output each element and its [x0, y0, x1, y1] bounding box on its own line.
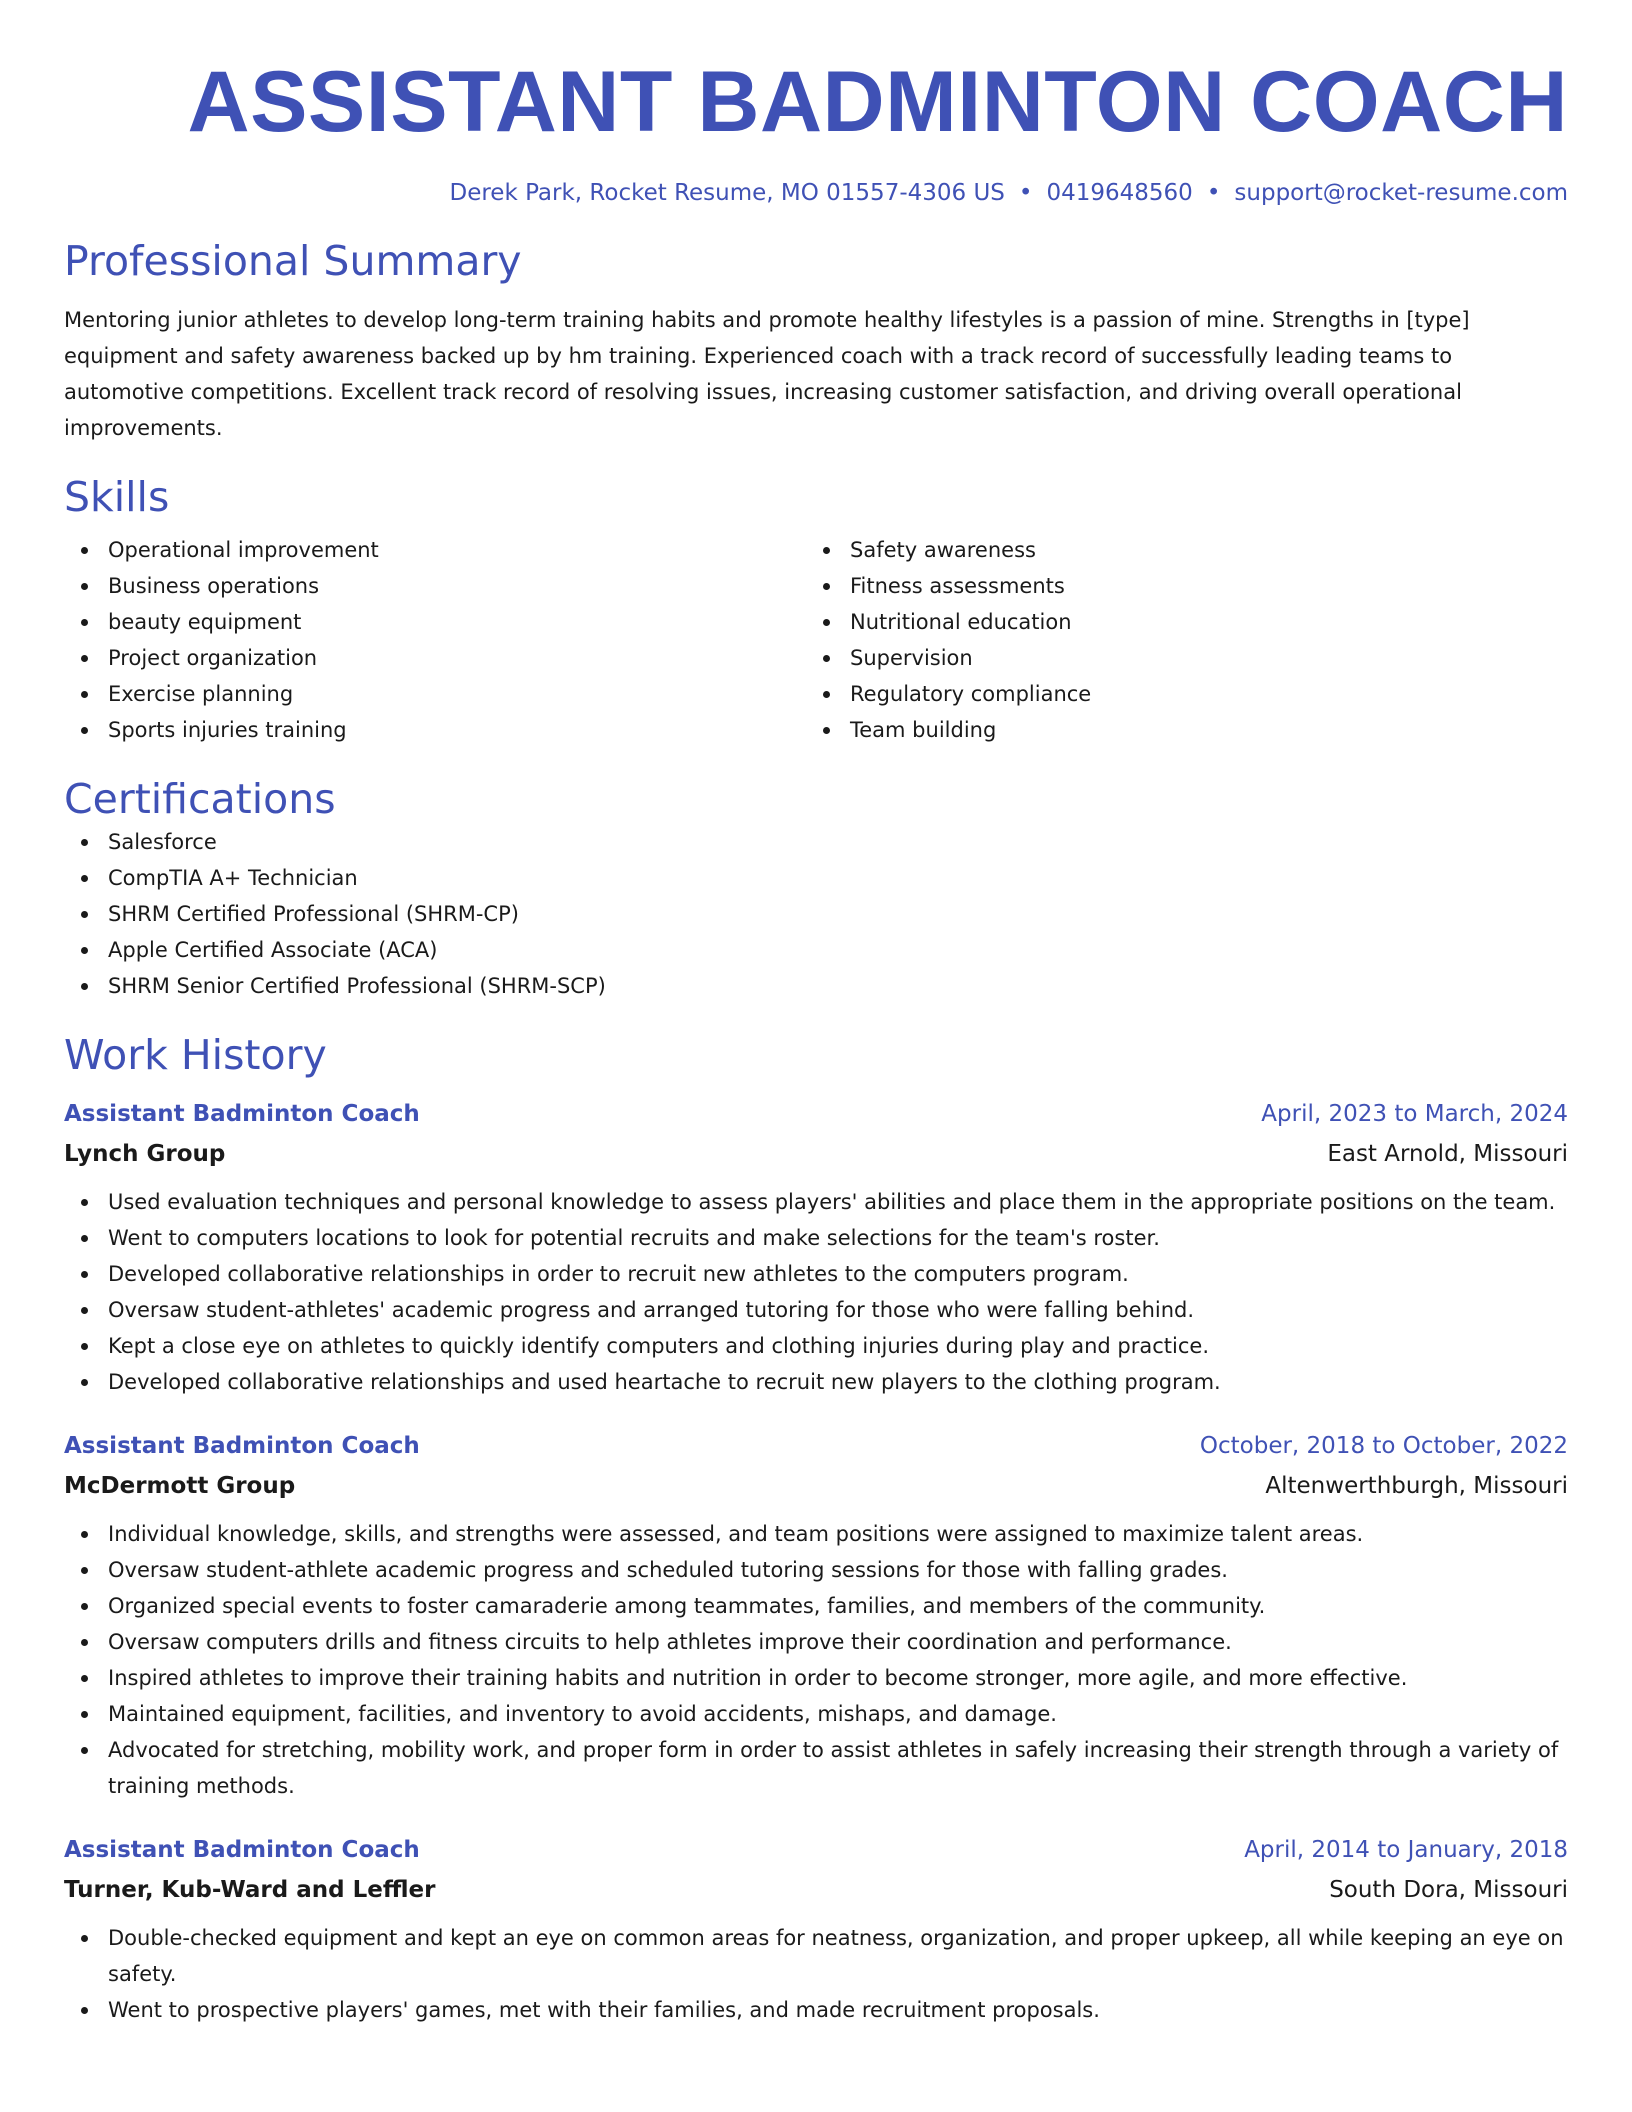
- job-position: Assistant Badminton Coach: [64, 1837, 420, 1863]
- job-header-row: [64, 1830, 1568, 1870]
- skill-item: Fitness assessments: [806, 568, 1548, 604]
- job-company-row: [64, 1134, 1568, 1174]
- job-duty-item: Double-checked equipment and kept an eye on common areas for neatness, organization, and proper upkeep, all while keeping an eye on safety.: [64, 1920, 1568, 1992]
- certification-item: CompTIA A+ Technician: [64, 860, 1568, 896]
- job-duty-item: Inspired athletes to improve their training habits and nutrition in order to become stronger, more agile, and more effective.: [64, 1660, 1568, 1696]
- certification-item: Apple Certified Associate (ACA): [64, 932, 1568, 968]
- certification-item: SHRM Senior Certified Professional (SHRM-SCP): [64, 968, 1568, 1004]
- contact-phone: 0419648560: [1046, 180, 1193, 206]
- certification-item: SHRM Certified Professional (SHRM-CP): [64, 896, 1568, 932]
- resume-job-title: ASSISTANT BADMINTON COACH: [187, 54, 1568, 150]
- contact-line: [64, 178, 1568, 208]
- contact-email[interactable]: support@rocket-resume.com: [1234, 180, 1568, 206]
- job-entry: [64, 1830, 1568, 2028]
- skill-item: Safety awareness: [806, 532, 1548, 568]
- contact-separator: •: [1206, 180, 1221, 206]
- job-company: Turner, Kub-Ward and Leffler: [64, 1877, 436, 1903]
- job-duties-list: [64, 1184, 1568, 1400]
- job-duty-item: Individual knowledge, skills, and strengths were assessed, and team positions were assigned to maximize talent areas.: [64, 1516, 1568, 1552]
- job-duty-item: Oversaw student-athlete academic progress and scheduled tutoring sessions for those with falling grades.: [64, 1552, 1568, 1588]
- job-company: Lynch Group: [64, 1141, 226, 1167]
- job-company-row: [64, 1870, 1568, 1910]
- job-entry: [64, 1426, 1568, 1804]
- job-header-row: [64, 1094, 1568, 1134]
- skill-item: Regulatory compliance: [806, 676, 1548, 712]
- job-duty-item: Went to prospective players' games, met with their families, and made recruitment proposals.: [64, 1992, 1568, 2028]
- job-dates: April, 2014 to January, 2018: [1244, 1837, 1568, 1863]
- certifications-heading: Certifications: [64, 775, 336, 823]
- skills-list-left: [64, 532, 806, 748]
- job-duty-item: Maintained equipment, facilities, and inventory to avoid accidents, mishaps, and damage.: [64, 1696, 1568, 1732]
- job-duty-item: Advocated for stretching, mobility work, and proper form in order to assist athletes in safely increasing their strength through a variety of training methods.: [64, 1732, 1568, 1804]
- skills-list-right: [806, 532, 1548, 748]
- job-duty-item: Used evaluation techniques and personal knowledge to assess players' abilities and place them in the appropriate positions on the team.: [64, 1184, 1568, 1220]
- skills-heading: Skills: [64, 473, 170, 521]
- skill-item: Team building: [806, 712, 1548, 748]
- job-duty-item: Went to computers locations to look for potential recruits and make selections for the team's roster.: [64, 1220, 1568, 1256]
- skill-item: Project organization: [64, 640, 806, 676]
- job-company-row: [64, 1466, 1568, 1506]
- job-position: Assistant Badminton Coach: [64, 1433, 420, 1459]
- job-duty-item: Developed collaborative relationships and used heartache to recruit new players to the clothing program.: [64, 1364, 1568, 1400]
- job-location: Altenwerthburgh, Missouri: [1265, 1473, 1568, 1499]
- job-duty-item: Kept a close eye on athletes to quickly identify computers and clothing injuries during play and practice.: [64, 1328, 1568, 1364]
- job-dates: October, 2018 to October, 2022: [1199, 1433, 1568, 1459]
- skill-item: Operational improvement: [64, 532, 806, 568]
- summary-heading: Professional Summary: [64, 237, 522, 285]
- resume-header: [64, 52, 1568, 208]
- job-company: McDermott Group: [64, 1473, 296, 1499]
- summary-text: Mentoring junior athletes to develop long-term training habits and promote healthy lifestyles is a passion of mine. Strengths in [type] equipment and safety awareness backed up by hm training. Experienced coach with a track record of successfully leading teams to automotive competitions. Excellent track record of resolving issues, increasing customer satisfaction, and driving overall operational improvements.: [64, 308, 1470, 440]
- contact-address: Derek Park, Rocket Resume, MO 01557-4306 US: [449, 180, 1005, 206]
- job-duty-item: Oversaw student-athletes' academic progress and arranged tutoring for those who were falling behind.: [64, 1292, 1568, 1328]
- skill-item: Nutritional education: [806, 604, 1548, 640]
- job-duty-item: Developed collaborative relationships in order to recruit new athletes to the computers program.: [64, 1256, 1568, 1292]
- job-entry: [64, 1094, 1568, 1400]
- job-location: East Arnold, Missouri: [1327, 1141, 1568, 1167]
- skill-item: beauty equipment: [64, 604, 806, 640]
- job-duty-item: Oversaw computers drills and fitness circuits to help athletes improve their coordination and performance.: [64, 1624, 1568, 1660]
- skill-item: Exercise planning: [64, 676, 806, 712]
- skill-item: Supervision: [806, 640, 1548, 676]
- skill-item: Sports injuries training: [64, 712, 806, 748]
- skill-item: Business operations: [64, 568, 806, 604]
- contact-separator: •: [1018, 180, 1033, 206]
- skills-grid: [64, 532, 1568, 748]
- work-history-heading: Work History: [64, 1031, 327, 1079]
- job-duty-item: Organized special events to foster camaraderie among teammates, families, and members of the community.: [64, 1588, 1568, 1624]
- certification-item: Salesforce: [64, 824, 1568, 860]
- certifications-list: [64, 824, 1568, 1004]
- job-duties-list: [64, 1516, 1568, 1804]
- job-position: Assistant Badminton Coach: [64, 1101, 420, 1127]
- skills-column-left: [64, 532, 806, 748]
- job-dates: April, 2023 to March, 2024: [1261, 1101, 1568, 1127]
- job-location: South Dora, Missouri: [1329, 1877, 1568, 1903]
- job-duties-list: [64, 1920, 1568, 2028]
- job-header-row: [64, 1426, 1568, 1466]
- skills-column-right: [806, 532, 1548, 748]
